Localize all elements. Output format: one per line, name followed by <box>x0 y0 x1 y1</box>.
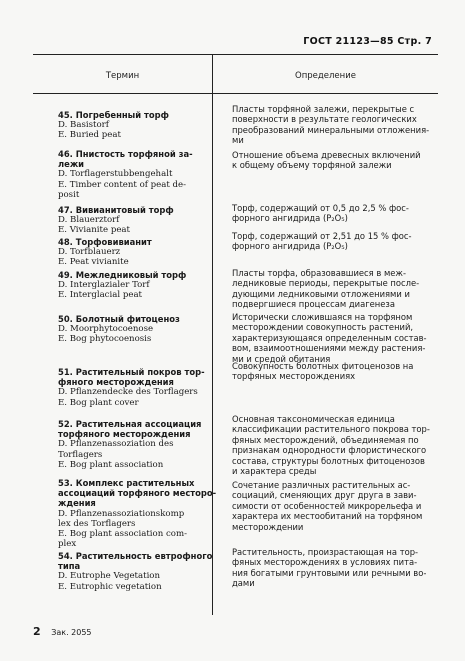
term-52 <box>58 419 226 470</box>
definition-48 <box>232 231 428 252</box>
definition-line: ния богатыми грунтовыми или речными во- <box>232 567 427 578</box>
term-48 <box>58 237 226 268</box>
definition-52 <box>232 414 428 476</box>
definition-line: форного ангидрида (P₂O₅) <box>232 213 348 224</box>
term-title: 54. Растительность евтрофного <box>58 551 213 561</box>
definition-line: классификации растительного покрова тор- <box>232 424 430 435</box>
term-title: 53. Комплекс растительных <box>58 478 195 488</box>
term-title: лежи <box>58 159 85 170</box>
definition-line: преобразований минеральными отложения- <box>232 124 430 135</box>
term-49 <box>58 270 226 301</box>
definition-49 <box>232 268 428 310</box>
term-46 <box>58 149 226 200</box>
term-english: E. Bog plant association <box>58 459 164 470</box>
definition-line: Торф, содержащий от 2,51 до 15 % фос- <box>232 231 412 241</box>
term-english: E. Timber content of peat de- <box>58 179 187 190</box>
definition-45 <box>232 104 428 146</box>
definition-line: характеризующаяся определенным состав- <box>232 332 427 343</box>
term-english: E. Bog phytocoenosis <box>58 334 152 345</box>
definition-line: ми <box>232 135 244 146</box>
term-german: D. Pflanzendecke des Torflagers <box>58 387 198 398</box>
definition-line: Отношение объема древесных включений <box>232 150 421 160</box>
definition-line: дующими ледниковыми отложениями и <box>232 288 410 299</box>
definition-line: месторождении совокупность растений, <box>232 322 414 333</box>
term-german: lex des Torflagers <box>58 518 136 529</box>
definition-line: Исторически сложившаяся на торфяном <box>232 312 413 322</box>
definition-line: фяных месторождений, объединяемая по <box>232 434 419 445</box>
print-order-number: Зак. 2055 <box>51 628 92 637</box>
definition-line: фяных месторождениях в условиях пита- <box>232 557 418 568</box>
definition-line: характера их местообитаний на торфяном <box>232 511 423 522</box>
term-english: E. Eutrophic vegetation <box>58 581 162 592</box>
term-english: posit <box>58 189 80 200</box>
table-header-rule <box>33 93 438 94</box>
term-54 <box>58 551 226 592</box>
table-top-rule <box>33 54 438 55</box>
definition-line: поверхности в результате геологических <box>232 114 417 125</box>
term-47 <box>58 205 226 236</box>
definition-50 <box>232 312 428 364</box>
term-german: D. Moorphytocoenose <box>58 324 154 335</box>
definition-line: форного ангидрида (P₂O₅) <box>232 241 348 252</box>
term-title: типа <box>58 561 81 572</box>
term-title: 45. Погребенный торф <box>58 110 169 120</box>
term-english: E. Vivianite peat <box>58 225 130 236</box>
definition-53 <box>232 480 428 532</box>
definition-line: Совокупность болотных фитоценозов на <box>232 361 414 371</box>
term-title: 48. Торфовивианит <box>58 237 152 247</box>
term-title: ассоциаций торфяного месторо- <box>58 488 217 499</box>
definition-line: Торф, содержащий от 0,5 до 2,5 % фос- <box>232 203 409 213</box>
term-english: E. Interglacial peat <box>58 290 143 301</box>
definition-line: Основная таксономическая единица <box>232 414 395 424</box>
term-german: D. Interglazialer Torf <box>58 280 150 291</box>
definition-line: Пласты торфа, образовавшиеся в меж- <box>232 268 406 278</box>
definition-46 <box>232 150 428 171</box>
term-title: 50. Болотный фитоценоз <box>58 314 180 324</box>
term-german: D. Torflagerstubbengehalt <box>58 169 173 180</box>
term-53 <box>58 478 226 549</box>
page-header-code: ГОСТ 21123—85 Стр. 7 <box>303 36 432 47</box>
definition-47 <box>232 203 428 224</box>
term-german: D. Blauerztorf <box>58 215 120 226</box>
term-german: D. Eutrophe Vegetation <box>58 571 161 582</box>
definition-line: месторождении <box>232 521 304 532</box>
column-header-term: Термин <box>105 71 140 81</box>
definition-line: дами <box>232 578 255 589</box>
term-title: 52. Растительная ассоциация <box>58 419 202 429</box>
definition-line: подвергшиеся процессам диагенеза <box>232 299 395 310</box>
term-german: D. Basistorf <box>58 120 109 131</box>
definition-51 <box>232 361 428 382</box>
term-german: Torflagers <box>58 449 103 460</box>
definition-54 <box>232 547 428 589</box>
term-english: E. Bog plant association com- <box>58 529 188 540</box>
definition-line: признакам однородности флористического <box>232 445 427 456</box>
term-german: D. Pflanzenassoziationskomp <box>58 508 185 519</box>
definition-line: ледниковые периоды, перекрытые после- <box>232 278 420 289</box>
term-english: E. Peat vivianite <box>58 257 129 268</box>
definition-line: состава, структуры болотных фитоценозов <box>232 455 425 466</box>
term-title: торфяного месторождения <box>58 429 191 440</box>
page-number: 2 <box>33 625 41 638</box>
term-title: ждения <box>58 498 96 509</box>
definition-line: симости от особенностей микрорельефа и <box>232 500 422 511</box>
definition-line: торфяных месторождениях <box>232 371 356 382</box>
definition-line: и характера среды <box>232 466 317 477</box>
term-title: 47. Вивианитовый торф <box>58 205 174 215</box>
term-title: фяного месторождения <box>58 377 174 388</box>
term-german: D. Pflanzenassoziation des <box>58 439 174 450</box>
term-title: 51. Растительный покров тор- <box>58 367 205 377</box>
definition-line: Пласты торфяной залежи, перекрытые с <box>232 104 415 114</box>
term-50 <box>58 314 226 345</box>
term-english: E. Buried peat <box>58 130 121 141</box>
definition-line: вом, взаимоотношениями между растения- <box>232 343 426 354</box>
term-title: 49. Межледниковый торф <box>58 270 187 280</box>
term-english: E. Bog plant cover <box>58 397 139 408</box>
definition-line: Сочетание различных растительных ас- <box>232 480 411 490</box>
term-english: plex <box>58 539 77 550</box>
column-header-definition: Определение <box>295 71 356 81</box>
term-51 <box>58 367 226 408</box>
definition-line: к общему объему торфяной залежи <box>232 160 392 171</box>
page-footer <box>33 625 92 638</box>
definition-line: социаций, сменяющих друг друга в зави- <box>232 490 417 501</box>
definition-line: ми и средой обитания <box>232 353 331 364</box>
term-45 <box>58 110 226 141</box>
term-german: D. Torfblauerz <box>58 247 121 258</box>
term-title: 46. Пнистость торфяной за- <box>58 149 193 159</box>
definition-line: Растительность, произрастающая на тор- <box>232 547 419 557</box>
